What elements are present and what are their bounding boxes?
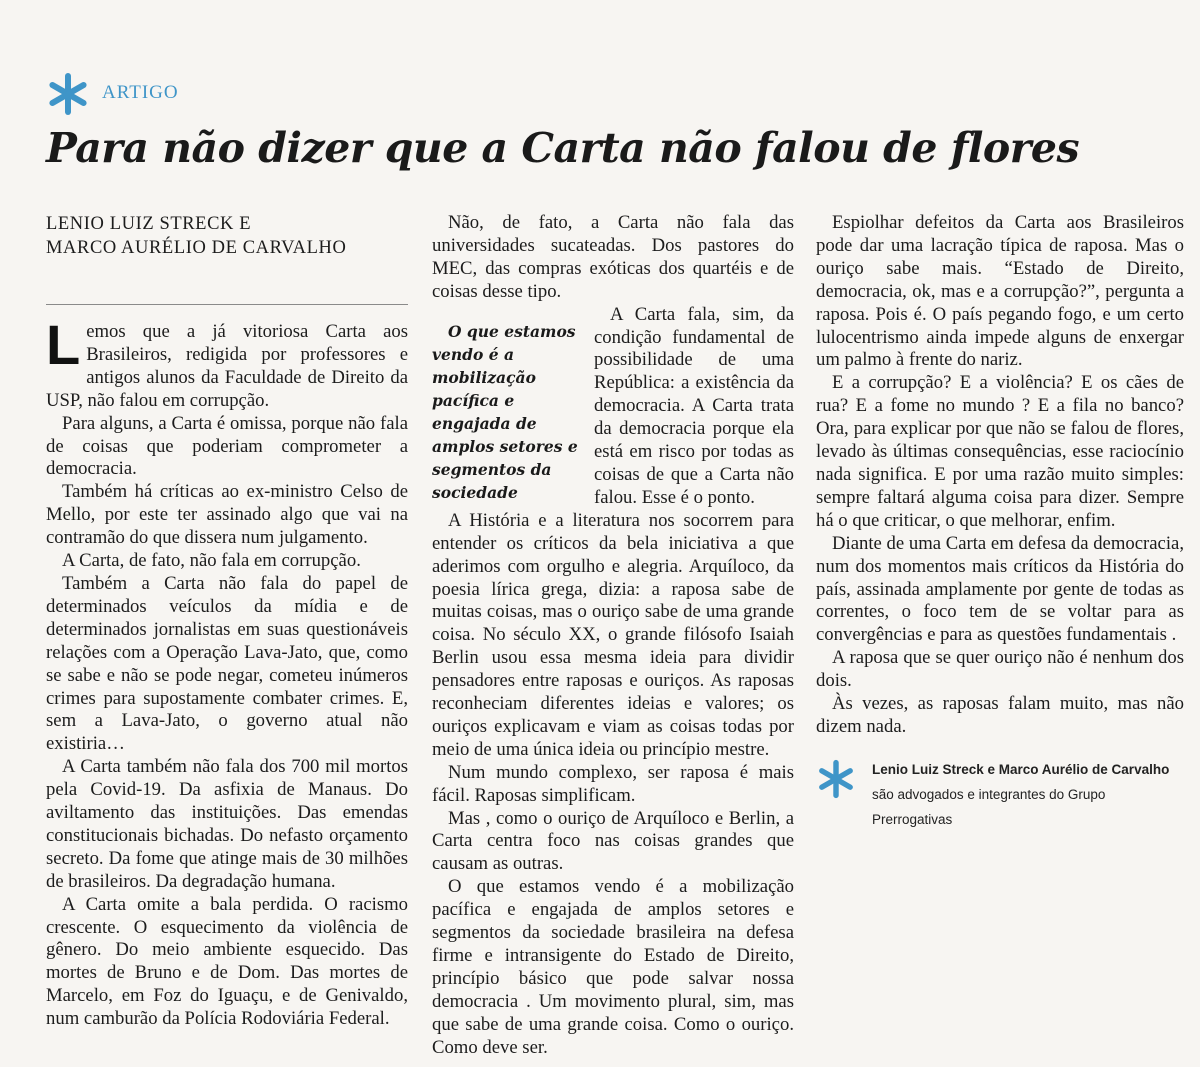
- article-paragraph: Também a Carta não fala do papel de determinados veículos da mídia e de determinados jornalistas em suas questionáveis relações com a Operação Lava-Jato, que, como se sabe e não se pode negar, cometeu inúmeros crimes para supostamente combater crimes. E, sem a Lava-Jato, o governo atual não existiria…: [46, 572, 408, 755]
- article-column-1: [46, 212, 408, 1031]
- section-label: ARTIGO: [102, 82, 179, 103]
- bio-names: Lenio Luiz Streck e Marco Aurélio de Carvalho: [872, 761, 1170, 777]
- article-paragraph: Diante de uma Carta em defesa da democracia, num dos momentos mais críticos da História do país, assinada amplamente por gente de todas as correntes, o foco tem de se voltar para as convergências e para as questões fundamentais .: [816, 532, 1184, 646]
- article-paragraph: O que estamos vendo é a mobilização pacífica e engajada de amplos setores e segmentos da sociedade A Carta fala, sim, da condição fundamental de possibilidade de uma República: a existência da democracia. A Carta trata da democracia porque ela está em risco por todas as coisas de que a Carta não falou. Esse é o ponto.: [432, 303, 794, 508]
- article-paragraph: A Carta, de fato, não fala em corrupção.: [62, 550, 361, 572]
- article-title: Para não dizer que a Carta não falou de flores: [46, 124, 1080, 172]
- article-paragraph: O que estamos vendo é a mobilização pacífica e engajada de amplos setores e segmentos da sociedade brasileira na defesa firme e intransigente do Estado de Direito, princípio básico que pode salvar nossa democracia . Um movimento plural, sim, mas que sabe de uma grande coisa. Como o ouriço. Como deve ser.: [432, 876, 794, 1058]
- drop-cap: L: [46, 313, 81, 376]
- article-paragraph: Para alguns, a Carta é omissa, porque não fala de coisas que poderiam comprometer a democracia.: [46, 412, 408, 480]
- bio-description: são advogados e integrantes do Grupo Prerrogativas: [872, 786, 1106, 827]
- author-bio: [816, 757, 1184, 847]
- article-paragraph: A Carta também não fala dos 700 mil mortos pela Covid-19. Da asfixia de Manaus. Do aviltamento das instituições. Das emendas constitucionais bichadas. Do nefasto orçamento secreto. Da fome que atinge mais de 30 milhões de brasileiros. Da degradação humana.: [46, 756, 408, 892]
- asterisk-icon: [816, 759, 856, 799]
- article-paragraph: Também há críticas ao ex-ministro Celso de Mello, por este ter assinado algo que vai na contramão do que dissera num julgamento.: [46, 481, 408, 549]
- article-paragraph: A raposa que se quer ouriço não é nenhum dos dois.: [816, 647, 1184, 692]
- author-line-1: LENIO LUIZ STRECK E: [46, 214, 252, 234]
- article-paragraph: Num mundo complexo, ser raposa é mais fácil. Raposas simplificam.: [432, 761, 794, 806]
- bio-text: [872, 757, 1184, 832]
- asterisk-icon: [46, 72, 90, 116]
- article-column-3: [816, 212, 1184, 847]
- article-paragraph: A História e a literatura nos socorrem para entender os críticos da bela iniciativa a que aderimos com orgulho e alegria. Arquíloco, da poesia lírica grega, dizia: a raposa sabe de muitas coisas, mas o ouriço sabe de uma grande coisa. No século XX, o grande filósofo Isaiah Berlin usou essa mesma ideia para dividir pensadores entre raposas e ouriços. As raposas reconheciam diferentes ideias e valores; os ouriços explicavam e viam as coisas todas por meio de uma única ideia ou princípio mestre.: [432, 509, 794, 760]
- article-paragraph: E a corrupção? E a violência? E os cães de rua? E a fome no mundo ? E a fila no banco? Ora, para explicar por que não se falou de flores, levado às últimas consequências, esse raciocínio nada significa. E por uma razão muito simples: sempre faltará alguma coisa para dizer. Sempre há o que criticar, o que melhorar, enfim.: [816, 372, 1184, 531]
- article-paragraph: Lemos que a já vitoriosa Carta aos Brasileiros, redigida por professores e antigos alunos da Faculdade de Direito da USP, não falou em corrupção.: [46, 313, 408, 411]
- article-paragraph: Às vezes, as raposas falam muito, mas não dizem nada.: [816, 693, 1184, 737]
- byline-divider: [46, 304, 408, 305]
- article-paragraph: Mas , como o ouriço de Arquíloco e Berlin, a Carta centra foco nas coisas grandes que causam as outras.: [432, 807, 794, 875]
- article-paragraph: Espiolhar defeitos da Carta aos Brasileiros pode dar uma lacração típica de raposa. Mas o ouriço sabe mais. “Estado de Direito, democracia, ok, mas e a corrupção?”, pergunta a raposa. Pois é. O país pegando fogo, e um certo lulocentrismo ainda impede alguns de enxergar um palmo à frente do nariz.: [816, 212, 1184, 371]
- pull-quote: O que estamos vendo é a mobilização pacífica e engajada de amplos setores e segmentos da sociedade: [432, 321, 578, 502]
- article-paragraph: A Carta omite a bala perdida. O racismo crescente. O esquecimento da violência de gênero. Do meio ambiente esquecido. Das mortes de Bruno e de Dom. Das mortes de Marcelo, em Foz do Iguaçu, e de Genivaldo, num camburão da Polícia Rodoviária Federal.: [46, 893, 408, 1030]
- article-column-2: [432, 212, 794, 1060]
- article-paragraph: Não, de fato, a Carta não fala das universidades sucateadas. Dos pastores do MEC, das compras exóticas dos quartéis e de coisas desse tipo.: [432, 212, 794, 302]
- author-line-2: MARCO AURÉLIO DE CARVALHO: [46, 238, 347, 258]
